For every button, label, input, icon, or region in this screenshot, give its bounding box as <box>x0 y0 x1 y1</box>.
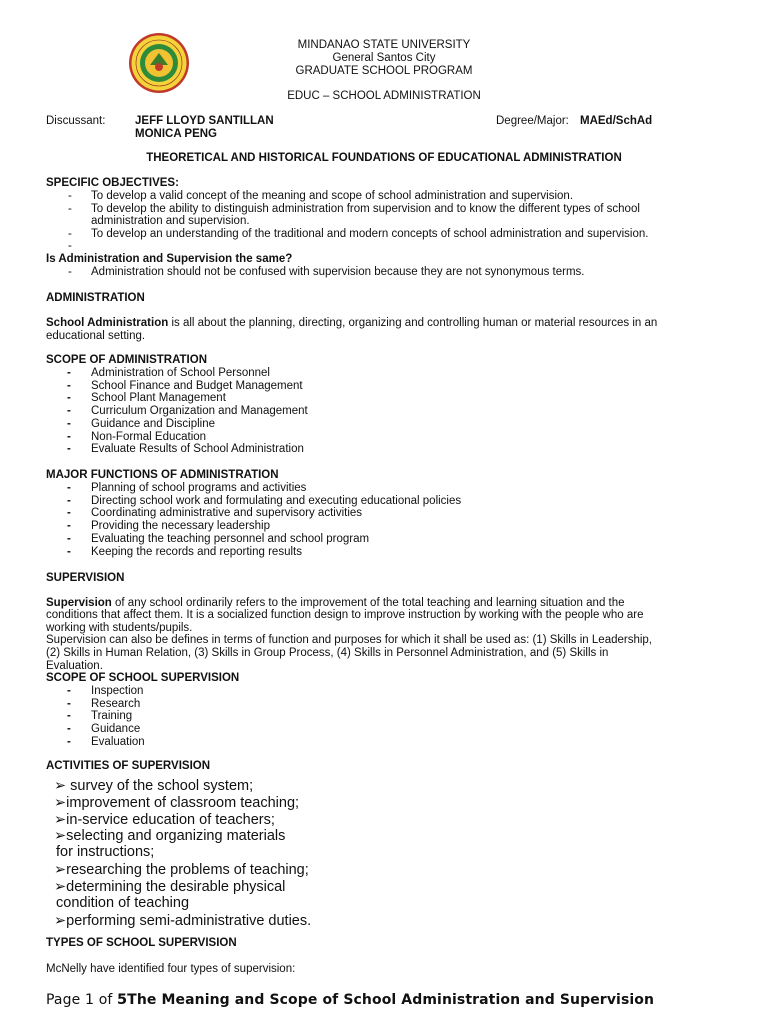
scope-admin-item-text: Guidance and Discipline <box>91 417 216 430</box>
scope-supervision-item-text: Research <box>91 697 141 710</box>
scope-supervision-item-text: Training <box>91 710 133 723</box>
dash-marker: - <box>67 482 71 494</box>
arrow-bullet-icon: ➢ <box>54 879 67 895</box>
activity-text: survey of the school system; <box>66 778 254 794</box>
administration-definition <box>46 317 722 330</box>
dash-marker: - <box>68 203 72 215</box>
function-item-text: Keeping the records and reporting results <box>91 545 302 558</box>
university-city: General Santos City <box>332 52 436 64</box>
administration-term: School Administration <box>46 317 169 329</box>
dash-marker: - <box>67 723 71 736</box>
activity-text: improvement of classroom teaching; <box>66 795 300 811</box>
supervision-p1-line-1: of any school ordinarily refers to the improvement of the total teaching and learning situation and the <box>111 597 625 609</box>
scope-supervision-item-text: Inspection <box>91 685 144 697</box>
supervision-heading: SUPERVISION <box>46 572 125 584</box>
scope-admin-heading: SCOPE OF ADMINISTRATION <box>46 354 207 366</box>
dash-marker: - <box>68 190 72 202</box>
dash-marker: - <box>68 266 72 278</box>
footer-page-number: 1 <box>84 992 95 1008</box>
degree-value: MAEd/SchAd <box>580 115 653 127</box>
footer-page-word: Page <box>46 992 85 1008</box>
dash-marker: - <box>67 405 71 418</box>
activity-text: performing semi-administrative duties. <box>66 913 312 929</box>
activity-item <box>54 828 285 845</box>
dash-marker: - <box>67 532 71 545</box>
footer-document-title: The Meaning and Scope of School Administration and Supervision <box>127 992 655 1008</box>
answer-text: Administration should not be confused with supervision because they are not synonymous terms. <box>91 266 585 278</box>
activity-item <box>54 778 253 795</box>
administration-heading: ADMINISTRATION <box>46 292 145 304</box>
document-title: THEORETICAL AND HISTORICAL FOUNDATIONS OF EDUCATIONAL ADMINISTRATION <box>146 152 622 164</box>
scope-admin-item-text: Evaluate Results of School Administration <box>91 443 304 456</box>
arrow-bullet-icon: ➢ <box>54 828 67 844</box>
dash-marker: - <box>67 494 71 507</box>
activity-text: researching the problems of teaching; <box>66 862 309 878</box>
arrow-bullet-icon: ➢ <box>54 812 67 828</box>
dash-marker: - <box>67 507 71 520</box>
activities-heading: ACTIVITIES OF SUPERVISION <box>46 760 211 772</box>
function-item-text: Coordinating administrative and supervisory activities <box>91 507 363 520</box>
activity-text: in-service education of teachers; <box>66 812 275 828</box>
discussant-label: Discussant: <box>46 115 106 127</box>
types-heading: TYPES OF SCHOOL SUPERVISION <box>46 937 237 949</box>
objective-text: To develop an understanding of the traditional and modern concepts of school administration and supervision. <box>91 228 649 240</box>
scope-supervision-heading: SCOPE OF SCHOOL SUPERVISION <box>46 672 240 684</box>
dash-marker: - <box>67 367 71 379</box>
dash-marker: - <box>67 710 71 723</box>
scope-admin-item-text: Non-Formal Education <box>91 430 207 443</box>
dash-marker: - <box>67 417 71 430</box>
dash-marker: - <box>67 685 71 697</box>
objective-text: To develop a valid concept of the meaning and scope of school administration and supervision. <box>91 190 574 202</box>
supervision-p2-line-3: Evaluation. <box>46 660 103 672</box>
scope-admin-item-text: School Plant Management <box>91 392 226 405</box>
dash-marker: - <box>67 520 71 533</box>
activity-item <box>54 913 311 930</box>
activity-text: selecting and organizing materials <box>66 828 286 844</box>
supervision-para-1 <box>46 597 722 610</box>
dash-marker: - <box>67 735 71 748</box>
activity-item <box>54 812 275 829</box>
objective-text: To develop the ability to distinguish administration from supervision and to know the different types of school <box>91 203 640 215</box>
dash-marker: - <box>67 697 71 710</box>
activity-text: for instructions; <box>56 844 155 860</box>
activity-item <box>54 879 285 896</box>
arrow-bullet-icon: ➢ <box>54 778 67 794</box>
footer-total-pages: 5 <box>116 992 128 1008</box>
supervision-p1-line-3: working with students/pupils. <box>46 622 193 634</box>
function-item-text: Directing school work and formulating and executing educational policies <box>91 494 462 507</box>
activity-item <box>56 844 154 861</box>
dash-marker: - <box>68 240 72 252</box>
dash-marker: - <box>67 545 71 558</box>
activity-item <box>54 795 299 812</box>
arrow-bullet-icon: ➢ <box>54 795 67 811</box>
objectives-heading: SPECIFIC OBJECTIVES: <box>46 177 179 189</box>
scope-admin-item-text: School Finance and Budget Management <box>91 379 303 392</box>
degree-label: Degree/Major: <box>496 115 569 127</box>
discussant-name-1: JEFF LLOYD SANTILLAN <box>135 115 274 127</box>
discussant-name-2: MONICA PENG <box>135 128 217 140</box>
objective-text: administration and supervision. <box>91 215 250 227</box>
program-name: GRADUATE SCHOOL PROGRAM <box>295 65 473 77</box>
supervision-p1-line-2: conditions that affect them. It is a socialized function design to improve instruction by working with the people who are <box>46 609 644 621</box>
course-name: EDUC – SCHOOL ADMINISTRATION <box>287 90 481 102</box>
scope-supervision-item-text: Guidance <box>91 723 141 736</box>
activity-item <box>56 895 189 912</box>
footer-of-word: of <box>94 992 117 1008</box>
scope-supervision-item-text: Evaluation <box>91 735 145 748</box>
functions-heading: MAJOR FUNCTIONS OF ADMINISTRATION <box>46 469 279 481</box>
dash-marker: - <box>68 228 72 240</box>
activity-text: condition of teaching <box>56 895 190 911</box>
scope-admin-item-text: Administration of School Personnel <box>91 367 270 379</box>
supervision-term: Supervision <box>46 597 112 609</box>
question-heading: Is Administration and Supervision the same? <box>46 253 293 265</box>
dash-marker: - <box>67 379 71 392</box>
function-item-text: Providing the necessary leadership <box>91 520 270 533</box>
supervision-p2-line-1: Supervision can also be defines in terms of function and purposes for which it shall be used as: (1) Skills in Leadership, <box>46 634 652 646</box>
page-footer <box>46 992 654 1008</box>
university-name: MINDANAO STATE UNIVERSITY <box>297 39 471 51</box>
function-item-text: Evaluating the teaching personnel and school program <box>91 532 370 545</box>
supervision-p2-line-2: (2) Skills in Human Relation, (3) Skills in Group Process, (4) Skills in Personnel Administration, and (5) Skills in <box>46 647 609 659</box>
arrow-bullet-icon: ➢ <box>54 913 67 929</box>
activity-text: determining the desirable physical <box>66 879 286 895</box>
scope-admin-item-text: Curriculum Organization and Management <box>91 405 308 418</box>
types-text: McNelly have identified four types of supervision: <box>46 963 296 975</box>
administration-def-line-2: educational setting. <box>46 330 146 342</box>
function-item-text: Planning of school programs and activities <box>91 482 307 494</box>
activity-item <box>54 862 309 879</box>
dash-marker: - <box>67 430 71 443</box>
dash-marker: - <box>67 392 71 405</box>
arrow-bullet-icon: ➢ <box>54 862 67 878</box>
dash-marker: - <box>67 443 71 456</box>
administration-def-line-1: is all about the planning, directing, organizing and controlling human or material resources in an <box>168 317 658 329</box>
